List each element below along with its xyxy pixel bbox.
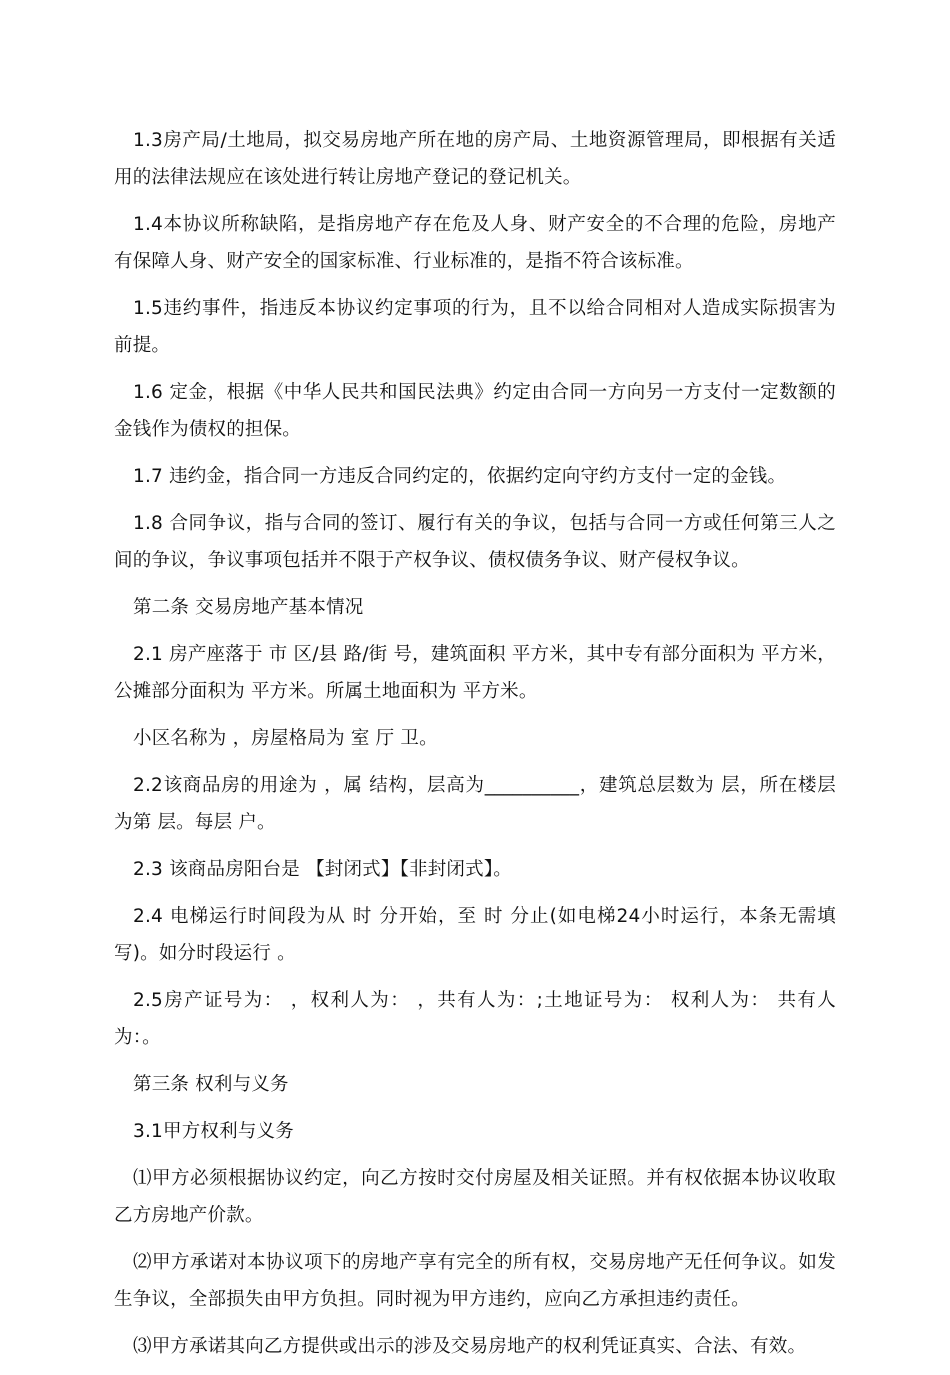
section-heading-article-2: 第二条 交易房地产基本情况 <box>133 597 364 618</box>
paragraph-1-3: 1.3房产局/土地局，拟交易房地产所在地的房产局、土地资源管理局，即根据有关适用的法律法规应在该处进行转让房地产登记的登记机关。 <box>114 130 836 188</box>
paragraph-2-5: 2.5房产证号为： ，权利人为： ，共有人为：;土地证号为： 权利人为： 共有人为：。 <box>114 990 836 1048</box>
section-heading-article-3: 第三条 权利与义务 <box>133 1074 289 1095</box>
paragraph-community-layout: 小区名称为 ，房屋格局为 室 厅 卫。 <box>133 728 438 749</box>
paragraph-3-1-item-3: ⑶甲方承诺其向乙方提供或出示的涉及交易房地产的权利凭证真实、合法、有效。 <box>133 1336 807 1357</box>
paragraph-1-5: 1.5违约事件，指违反本协议约定事项的行为，且不以给合同相对人造成实际损害为前提。 <box>114 298 836 356</box>
paragraph-1-4: 1.4本协议所称缺陷，是指房地产存在危及人身、财产安全的不合理的危险，房地产有保障人身、财产安全的国家标准、行业标准的，是指不符合该标准。 <box>114 214 836 272</box>
paragraph-1-6: 1.6 定金，根据《中华人民共和国民法典》约定由合同一方向另一方支付一定数额的金钱作为债权的担保。 <box>114 382 836 440</box>
paragraph-1-8: 1.8 合同争议，指与合同的签订、履行有关的争议，包括与合同一方或任何第三人之间的争议，争议事项包括并不限于产权争议、债权债务争议、财产侵权争议。 <box>114 513 836 571</box>
document-body <box>114 122 836 1375</box>
paragraph-2-3: 2.3 该商品房阳台是 【封闭式】【非封闭式】。 <box>133 859 512 880</box>
paragraph-3-1-item-1: ⑴甲方必须根据协议约定，向乙方按时交付房屋及相关证照。并有权依据本协议收取乙方房地产价款。 <box>114 1168 836 1226</box>
subsection-heading-3-1: 3.1甲方权利与义务 <box>133 1121 294 1142</box>
paragraph-3-1-item-2: ⑵甲方承诺对本协议项下的房地产享有完全的所有权，交易房地产无任何争议。如发生争议，全部损失由甲方负担。同时视为甲方违约，应向乙方承担违约责任。 <box>114 1252 836 1310</box>
paragraph-2-4: 2.4 电梯运行时间段为从 时 分开始，至 时 分止(如电梯24小时运行，本条无需填写)。如分时段运行 。 <box>114 906 836 964</box>
paragraph-2-1: 2.1 房产座落于 市 区/县 路/街 号，建筑面积 平方米，其中专有部分面积为 平方米，公摊部分面积为 平方米。所属土地面积为 平方米。 <box>114 644 836 702</box>
paragraph-2-2: 2.2该商品房的用途为 ，属 结构，层高为__________，建筑总层数为 层，所在楼层为第 层。每层 户。 <box>114 775 836 833</box>
paragraph-1-7: 1.7 违约金，指合同一方违反合同约定的，依据约定向守约方支付一定的金钱。 <box>133 466 787 487</box>
